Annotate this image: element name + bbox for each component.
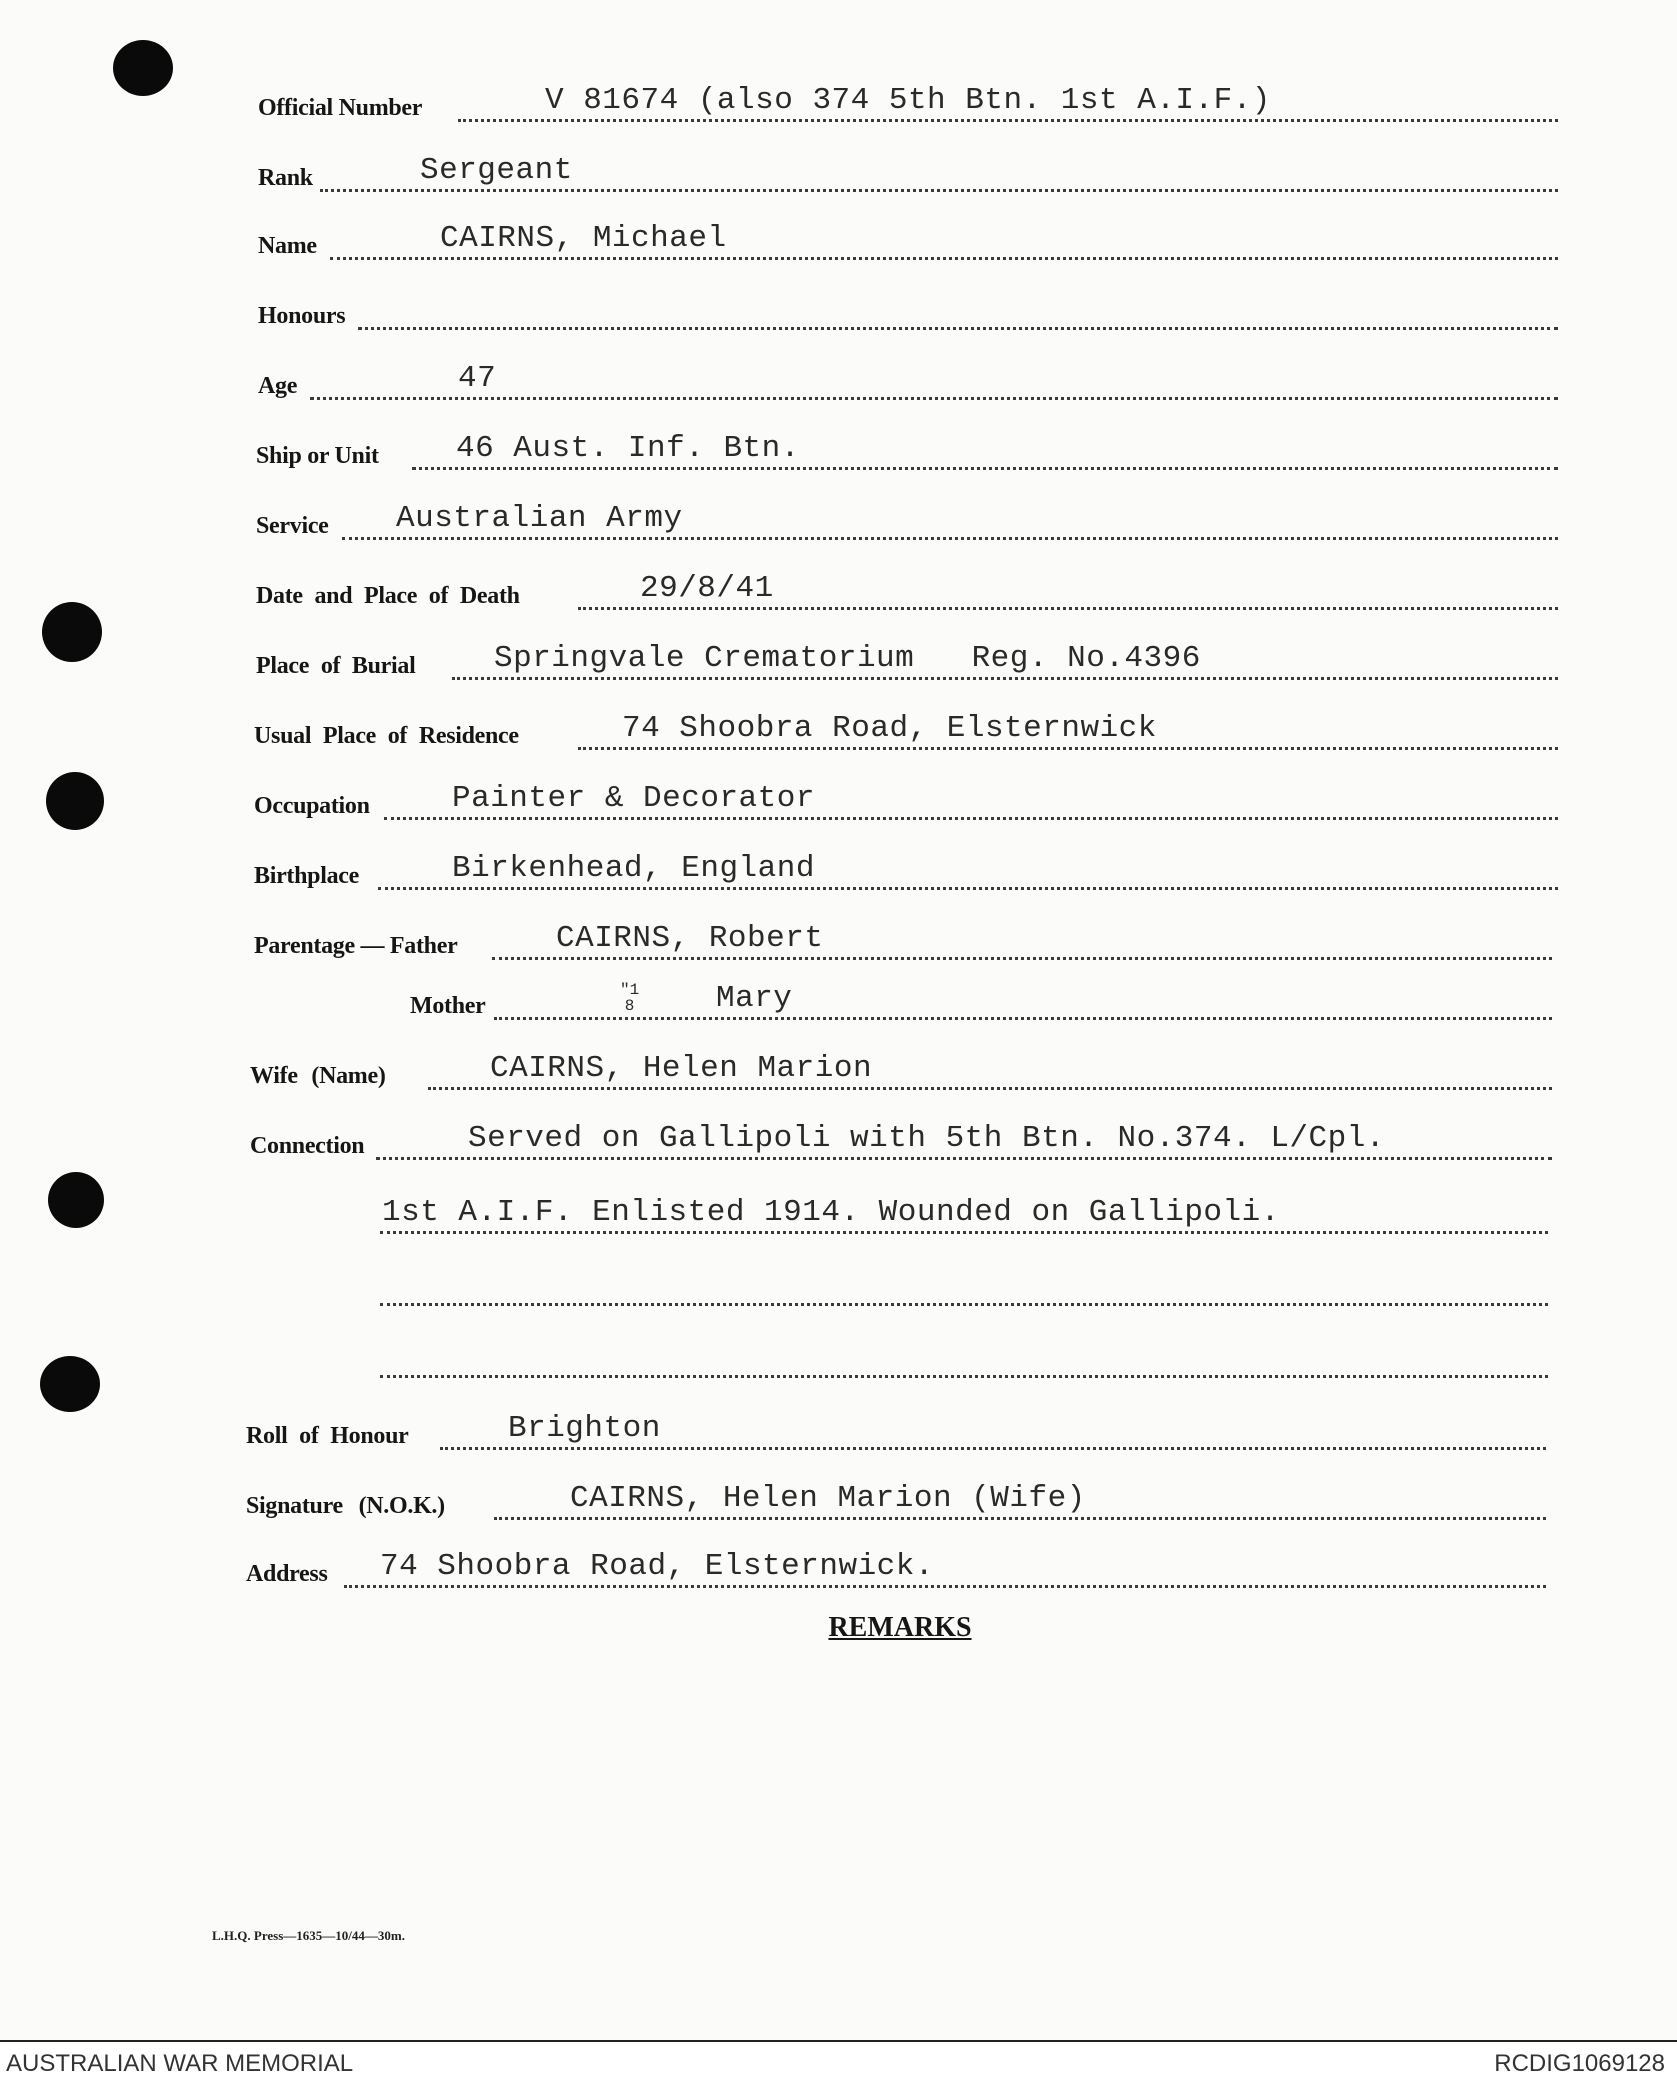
- roll-of-honour-line: [440, 1447, 1546, 1450]
- birthplace-value: Birkenhead, England: [452, 851, 815, 886]
- wife-line: [428, 1087, 1552, 1090]
- mother-value: Mary: [716, 981, 793, 1016]
- signature-line: [494, 1517, 1546, 1520]
- official-number-row: [0, 60, 1677, 130]
- death-row: [0, 548, 1677, 618]
- burial-row: [0, 618, 1677, 688]
- signature-value: CAIRNS, Helen Marion (Wife): [570, 1481, 1086, 1516]
- address-label: Address: [246, 1561, 328, 1587]
- wife-value: CAIRNS, Helen Marion: [490, 1051, 873, 1086]
- age-line: [310, 397, 1558, 400]
- honours-label: Honours: [258, 303, 346, 329]
- death-value: 29/8/41: [640, 571, 774, 606]
- roll-of-honour-row: [0, 1388, 1677, 1458]
- name-label: Name: [258, 233, 317, 259]
- father-value: CAIRNS, Robert: [556, 921, 824, 956]
- ditto-top: "1: [620, 981, 640, 999]
- occupation-value: Painter & Decorator: [452, 781, 815, 816]
- signature-label: Signature (N.O.K.): [246, 1493, 445, 1519]
- service-label: Service: [256, 513, 329, 539]
- burial-label: Place of Burial: [256, 653, 416, 679]
- honours-line: [358, 327, 1558, 330]
- birthplace-row: [0, 828, 1677, 898]
- connection-label: Connection: [250, 1133, 365, 1159]
- mother-label: Mother: [410, 993, 486, 1019]
- age-row: [0, 338, 1677, 408]
- connection-row: [0, 1098, 1677, 1168]
- occupation-line: [384, 817, 1558, 820]
- mother-row: [0, 958, 1677, 1028]
- ship-unit-line: [412, 467, 1558, 470]
- birthplace-label: Birthplace: [254, 863, 359, 889]
- connection-value-2: 1st A.I.F. Enlisted 1914. Wounded on Gallipoli.: [382, 1195, 1280, 1230]
- roll-of-honour-label: Roll of Honour: [246, 1423, 409, 1449]
- official-number-label: Official Number: [258, 95, 423, 121]
- address-row: [0, 1526, 1677, 1596]
- service-value: Australian Army: [396, 501, 683, 536]
- residence-value: 74 Shoobra Road, Elsternwick: [622, 711, 1157, 746]
- address-value: 74 Shoobra Road, Elsternwick.: [380, 1549, 934, 1584]
- ship-unit-value: 46 Aust. Inf. Btn.: [456, 431, 800, 466]
- birthplace-line: [378, 887, 1558, 890]
- rank-value: Sergeant: [420, 153, 573, 188]
- connection-line-2: [380, 1231, 1548, 1234]
- connection-row-4: [0, 1316, 1677, 1386]
- death-line: [578, 607, 1558, 610]
- remarks-heading: REMARKS: [828, 1612, 972, 1643]
- honours-row: [0, 268, 1677, 338]
- burial-line: [452, 677, 1558, 680]
- age-label: Age: [258, 373, 298, 399]
- age-value: 47: [458, 361, 497, 396]
- mother-line: [494, 1017, 1552, 1020]
- archive-name: AUSTRALIAN WAR MEMORIAL: [6, 2050, 354, 2077]
- connection-line-3: [380, 1303, 1548, 1306]
- name-line: [330, 257, 1558, 260]
- wife-label: Wife (Name): [250, 1063, 386, 1089]
- connection-line-4: [380, 1375, 1548, 1378]
- ditto-bottom: 8: [624, 997, 635, 1015]
- service-line: [342, 537, 1558, 540]
- rank-label: Rank: [258, 165, 313, 191]
- name-value: CAIRNS, Michael: [440, 221, 727, 256]
- ship-unit-row: [0, 408, 1677, 478]
- signature-row: [0, 1458, 1677, 1528]
- mother-ditto-mark: [620, 982, 639, 1014]
- official-number-value: V 81674 (also 374 5th Btn. 1st A.I.F.): [545, 83, 1271, 118]
- connection-value-1: Served on Gallipoli with 5th Btn. No.374. L/Cpl.: [468, 1121, 1385, 1156]
- wife-row: [0, 1028, 1677, 1098]
- residence-line: [578, 747, 1558, 750]
- ship-unit-label: Ship or Unit: [256, 443, 379, 469]
- address-line: [344, 1585, 1546, 1588]
- death-label: Date and Place of Death: [256, 583, 520, 609]
- service-row: [0, 478, 1677, 548]
- residence-row: [0, 688, 1677, 758]
- connection-line-1: [376, 1157, 1552, 1160]
- occupation-label: Occupation: [254, 793, 370, 819]
- father-label: Parentage — Father: [254, 933, 458, 959]
- archive-reference: RCDIG1069128: [1494, 2050, 1665, 2077]
- occupation-row: [0, 758, 1677, 828]
- footer-divider: [0, 2040, 1677, 2042]
- connection-row-2: [0, 1172, 1677, 1242]
- official-number-line: [458, 119, 1558, 122]
- rank-line: [320, 189, 1558, 192]
- burial-value: Springvale Crematorium Reg. No.4396: [494, 641, 1201, 676]
- residence-label: Usual Place of Residence: [254, 723, 519, 749]
- roll-of-honour-value: Brighton: [508, 1411, 661, 1446]
- connection-row-3: [0, 1244, 1677, 1314]
- printer-imprint: L.H.Q. Press—1635—10/44—30m.: [212, 1928, 405, 1943]
- name-row: [0, 198, 1677, 268]
- rank-row: [0, 130, 1677, 200]
